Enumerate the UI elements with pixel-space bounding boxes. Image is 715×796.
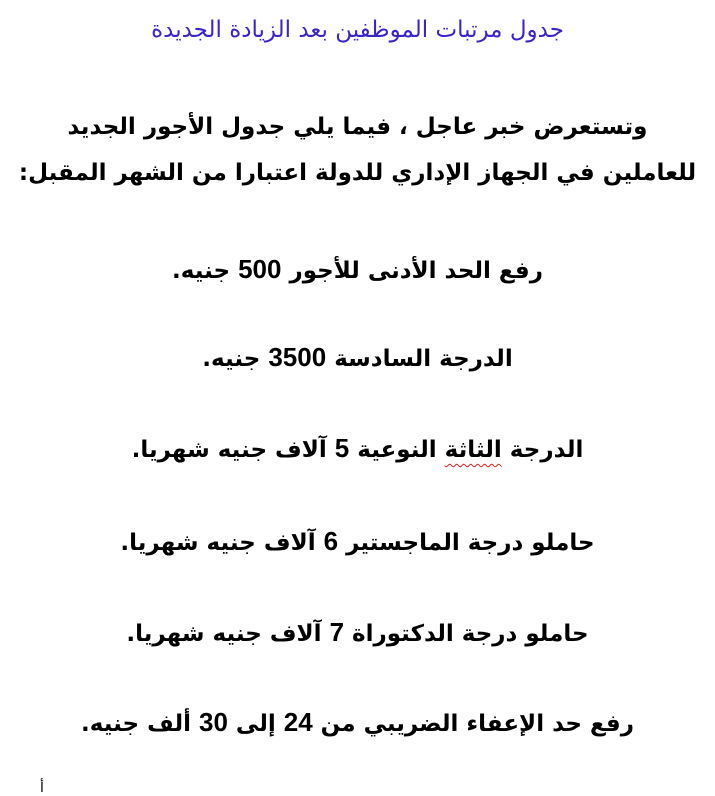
item-text: الدرجة [501,437,584,463]
intro-line-1: وتستعرض خبر عاجل ، فيما يلي جدول الأجور الجديد [67,114,648,140]
item-text: الدرجة السادسة [326,346,513,372]
salary-item-sixth-grade [0,337,715,379]
item-number: 24 [283,707,313,737]
item-number: 7 [329,617,345,647]
page-title: جدول مرتبات الموظفين بعد الزيادة الجديدة [151,17,564,43]
item-text: آلاف جنيه شهريا. [126,621,330,647]
item-text: حاملو درجة الماجستير [338,530,595,556]
intro-line-2: للعاملين في الجهاز الإداري للدولة اعتبارا من الشهر المقبل: [18,160,697,186]
item-number: 3500 [268,342,327,372]
item-text: النوعية [349,437,445,463]
item-text: حاملو درجة الدكتوراة [344,621,589,647]
item-number: 5 [334,433,350,463]
item-number: 6 [323,526,339,556]
item-text: آلاف جنيه شهريا. [120,530,324,556]
salary-item-minimum-wage [0,249,715,291]
item-text: ألف جنيه. [81,711,199,737]
item-text: إلى [227,711,284,737]
salary-item-masters [0,521,715,563]
misspelled-word[interactable]: الثاثة [444,437,502,463]
item-text: رفع الحد الأدنى للأجور [281,258,543,284]
item-number: 500 [238,254,282,284]
salary-item-doctorate [0,612,715,654]
item-text: جنيه. [172,258,239,284]
salary-item-third-grade [0,428,715,470]
cut-off-text: أ [40,780,44,796]
item-text: آلاف جنيه شهريا. [131,437,335,463]
item-text: جنيه. [202,346,269,372]
intro-paragraph [0,104,715,196]
item-number-2: 30 [199,707,228,737]
item-text: رفع حد الإعفاء الضريبي من [312,711,634,737]
salary-item-tax-exemption [0,702,715,744]
